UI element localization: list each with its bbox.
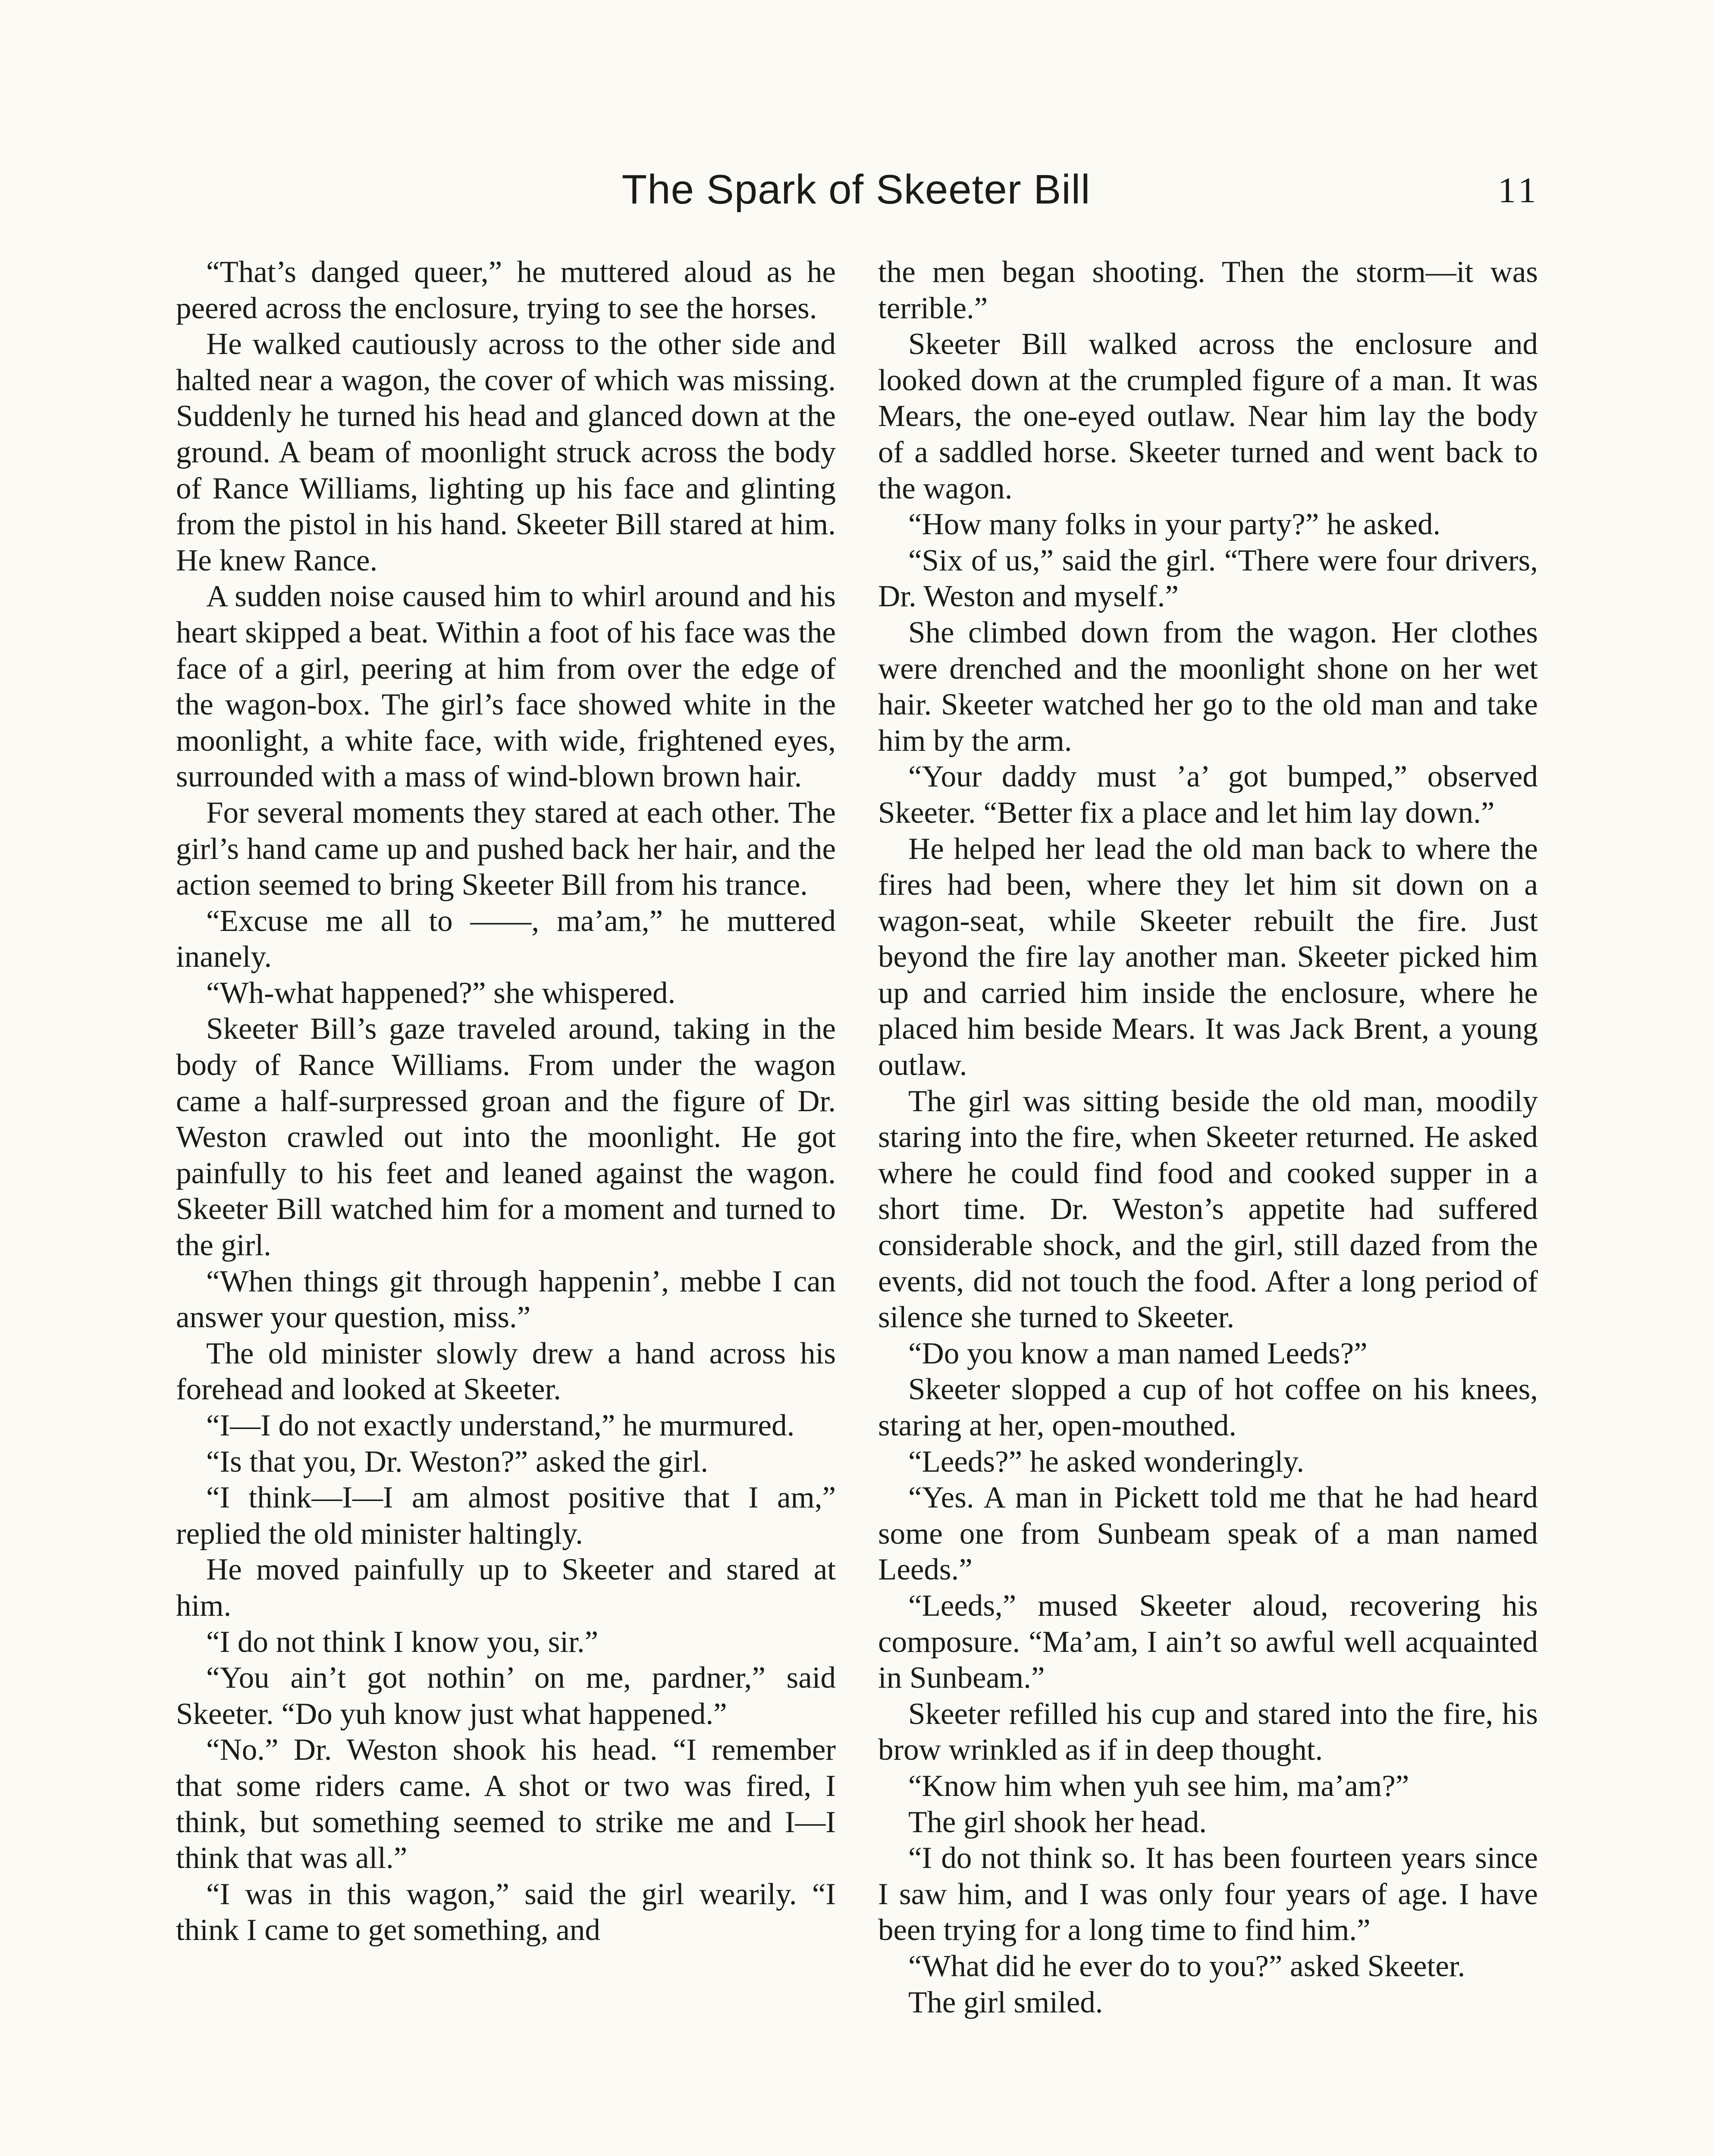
paragraph: Skeeter Bill’s gaze traveled around, taking in the body of Rance Williams. From under the wagon came a half-surpressed groan and the figure of Dr. Weston crawled out into the moonlight. He got painfully to his feet and leaned against the wagon. Skeeter Bill watched him for a moment and turned to the girl. — [176, 1012, 836, 1263]
paragraph: Skeeter slopped a cup of hot coffee on his knees, staring at her, open-mouthed. — [878, 1373, 1538, 1442]
paragraph: “Leeds?” he asked wonderingly. — [908, 1445, 1305, 1479]
paragraph: “Yes. A man in Pickett told me that he had heard some one from Sunbeam speak of a man named Leeds.” — [878, 1481, 1538, 1587]
paragraph: For several moments they stared at each other. The girl’s hand came up and pushed back her hair, and the action seemed to bring Skeeter Bill from his trance. — [176, 796, 836, 902]
paragraph: Skeeter Bill walked across the enclosure and looked down at the crumpled figure of a man. It was Mears, the one-eyed outlaw. Near him lay the body of a saddled horse. Skeeter turned and went back to the wagon. — [878, 327, 1538, 505]
paragraph: “Six of us,” said the girl. “There were four drivers, Dr. Weston and myself.” — [878, 543, 1538, 614]
paragraph: “What did he ever do to you?” asked Skeeter. — [908, 1949, 1465, 1983]
paragraph: “Excuse me all to ——, ma’am,” he muttered inanely. — [176, 904, 836, 974]
running-title: The Spark of Skeeter Bill — [621, 166, 1091, 213]
paragraph: “Your daddy must ’a’ got bumped,” observed Skeeter. “Better fix a place and let him lay down.” — [878, 760, 1538, 830]
paragraph: “How many folks in your party?” he asked. — [908, 508, 1441, 542]
paragraph: He helped her lead the old man back to where the fires had been, where they let him sit down on a wagon-seat, while Skeeter rebuilt the fire. Just beyond the fire lay another man. Skeeter picked him up and carried him inside the enclosure, where he placed him beside Mears. It was Jack Brent, a young outlaw. — [878, 832, 1538, 1082]
page-header — [173, 166, 1540, 222]
paragraph: “I do not think I know you, sir.” — [206, 1625, 599, 1659]
paragraph: “You ain’t got nothin’ on me, pardner,” said Skeeter. “Do yuh know just what happened.” — [176, 1661, 836, 1731]
paragraph: “Wh-what happened?” she whispered. — [206, 976, 676, 1010]
paragraph: “Do you know a man named Leeds?” — [908, 1336, 1368, 1370]
page-number: 11 — [1498, 170, 1540, 210]
paragraph: “Leeds,” mused Skeeter aloud, recovering his composure. “Ma’am, I ain’t so awful well acquainted in Sunbeam.” — [878, 1589, 1538, 1695]
paragraph: “No.” Dr. Weston shook his head. “I remember that some riders came. A shot or two was fired, I think, but something seemed to strike me and I—I think that was all.” — [176, 1733, 836, 1875]
paragraph: “That’s danged queer,” he muttered aloud as he peered across the enclosure, trying to see the horses. — [176, 255, 836, 325]
paragraph: “I think—I—I am almost positive that I am,” replied the old minister haltingly. — [176, 1481, 836, 1551]
paragraph: The old minister slowly drew a hand across his forehead and looked at Skeeter. — [176, 1336, 836, 1407]
paragraph: She climbed down from the wagon. Her clothes were drenched and the moonlight shone on her wet hair. Skeeter watched her go to the old man and take him by the arm. — [878, 615, 1538, 758]
paragraph: “When things git through happenin’, mebbe I can answer your question, miss.” — [176, 1264, 836, 1335]
paragraph: Skeeter refilled his cup and stared into the fire, his brow wrinkled as if in deep thought. — [878, 1697, 1538, 1767]
paragraph: “I was in this wagon,” said the girl wearily. “I think I came to get something, and — [176, 1877, 836, 1947]
paragraph: “I—I do not exactly understand,” he murmured. — [206, 1409, 795, 1442]
paragraph: “Is that you, Dr. Weston?” asked the girl. — [206, 1445, 709, 1479]
right-column — [878, 254, 1538, 2021]
paragraph: He walked cautiously across to the other side and halted near a wagon, the cover of which was missing. Suddenly he turned his head and glanced down at the ground. A beam of moonlight struck across the body of Rance Williams, lighting up his face and glinting from the pistol in his hand. Skeeter Bill stared at him. He knew Rance. — [176, 327, 836, 577]
paragraph: The girl was sitting beside the old man, moodily staring into the fire, when Skeeter returned. He asked where he could find food and cooked supper in a short time. Dr. Weston’s appetite had suffered considerable shock, and the girl, still dazed from the events, did not touch the food. After a long period of silence she turned to Skeeter. — [878, 1084, 1538, 1335]
paragraph: “I do not think so. It has been fourteen years since I saw him, and I was only four years of age. I have been trying for a long time to find him.” — [878, 1841, 1538, 1947]
left-column — [176, 254, 836, 1949]
paragraph: “Know him when yuh see him, ma’am?” — [908, 1769, 1409, 1803]
paragraph: The girl smiled. — [908, 1985, 1103, 2019]
paragraph-continued: the men began shooting. Then the storm—it was terrible.” — [878, 255, 1538, 325]
paragraph: He moved painfully up to Skeeter and stared at him. — [176, 1553, 836, 1623]
paragraph: The girl shook her head. — [908, 1805, 1207, 1839]
paragraph: A sudden noise caused him to whirl around and his heart skipped a beat. Within a foot of his face was the face of a girl, peering at him from over the edge of the wagon-box. The girl’s face showed white in the moonlight, a white face, with wide, frightened eyes, surrounded with a mass of wind-blown brown hair. — [176, 580, 836, 794]
